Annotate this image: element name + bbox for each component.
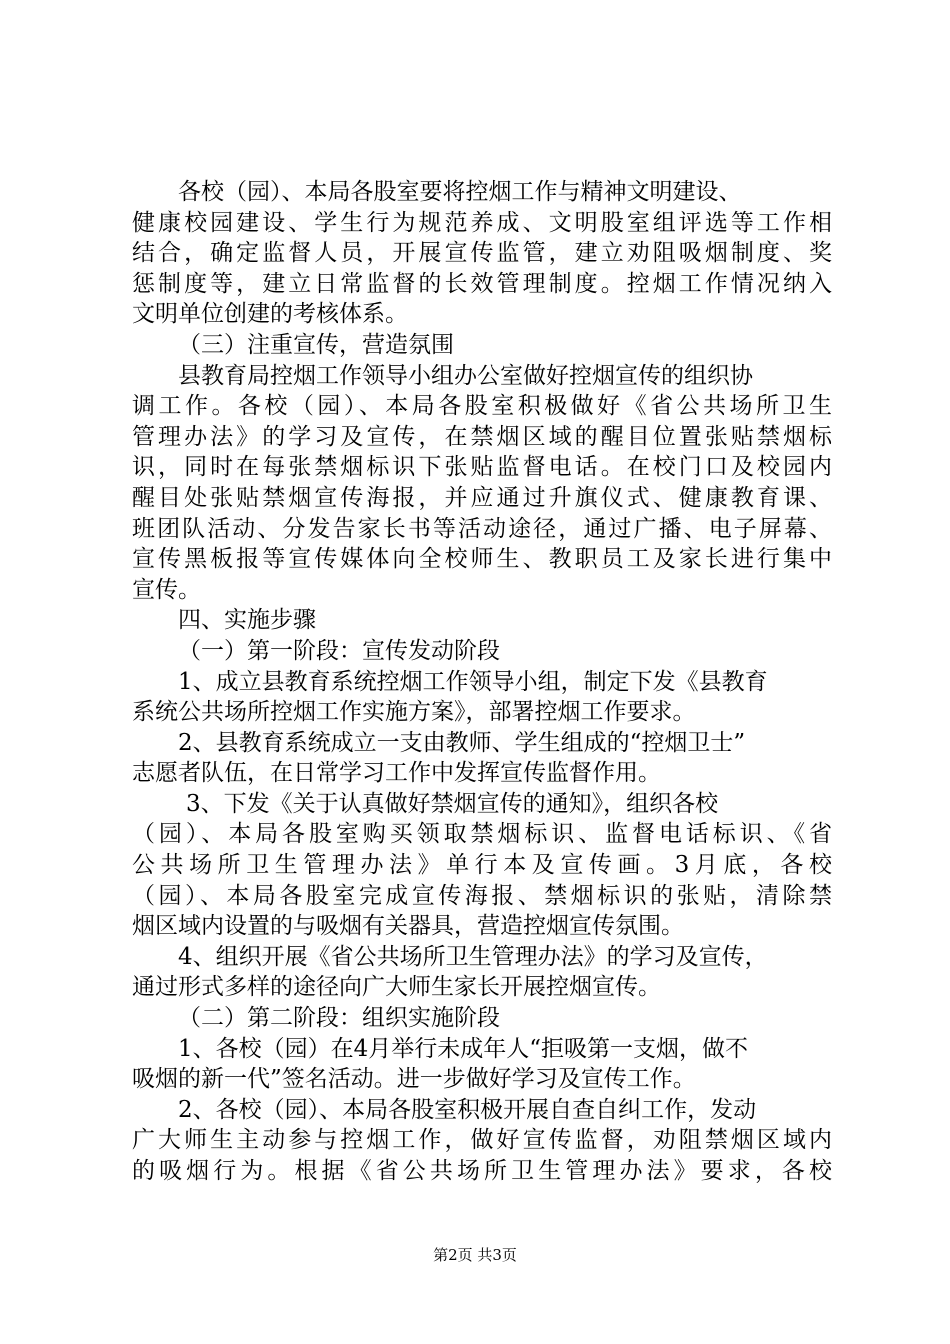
text-line: 醒目处张贴禁烟宣传海报，并应通过升旗仪式、健康教育课、 (132, 484, 832, 511)
text-line: （园）、本局各股室购买领取禁烟标识、监督电话标识、《省 (132, 821, 832, 848)
text-line: 3、下发《关于认真做好禁烟宣传的通知》，组织各校 (186, 790, 719, 817)
subsection-heading: （一）第一阶段：宣传发动阶段 (178, 637, 500, 664)
text-line: 2、各校（园）、本局各股室积极开展自查自纠工作，发动 (178, 1096, 757, 1123)
text-line: 结合，确定监督人员，开展宣传监管，建立劝阻吸烟制度、奖 (132, 240, 832, 267)
text-line: 烟区域内设置的与吸烟有关器具，营造控烟宣传氛围。 (132, 913, 684, 940)
text-line: 1、成立县教育系统控烟工作领导小组，制定下发《县教育 (178, 668, 768, 695)
text-line: 文明单位创建的考核体系。 (132, 301, 408, 328)
text-line: 宣传黑板报等宣传媒体向全校师生、教职员工及家长进行集中 (132, 546, 832, 573)
text-line: 宣传。 (132, 576, 201, 603)
section-heading: 四、实施步骤 (178, 607, 316, 634)
text-line: 识，同时在每张禁烟标识下张贴监督电话。在校门口及校园内 (132, 454, 832, 481)
text-line: 志愿者队伍，在日常学习工作中发挥宣传监督作用。 (132, 760, 661, 787)
text-line: 公共场所卫生管理办法》单行本及宣传画。3月底，各校 (132, 852, 832, 879)
text-line: 吸烟的新一代”签名活动。进一步做好学习及宣传工作。 (132, 1066, 696, 1093)
text-line: 2、县教育系统成立一支由教师、学生组成的“控烟卫士” (178, 729, 746, 756)
text-line: 系统公共场所控烟工作实施方案》，部署控烟工作要求。 (132, 699, 696, 726)
text-line: 4、组织开展《省公共场所卫生管理办法》的学习及宣传， (178, 943, 768, 970)
document-body (132, 177, 832, 1187)
text-line: 班团队活动、分发告家长书等活动途径，通过广播、电子屏幕、 (132, 515, 832, 542)
text-line: 的吸烟行为。根据《省公共场所卫生管理办法》要求，各校 (132, 1158, 832, 1184)
subsection-heading: （二）第二阶段：组织实施阶段 (178, 1005, 500, 1032)
text-line: 通过形式多样的途径向广大师生家长开展控烟宣传。 (132, 974, 661, 1001)
text-line: （园）、本局各股室完成宣传海报、禁烟标识的张贴，清除禁 (132, 882, 832, 909)
text-line: 惩制度等，建立日常监督的长效管理制度。控烟工作情况纳入 (132, 270, 832, 297)
text-line: 调工作。各校（园）、本局各股室积极做好《省公共场所卫生 (132, 393, 832, 420)
text-line: 健康校园建设、学生行为规范养成、文明股室组评选等工作相 (132, 209, 832, 236)
text-line: 管理办法》的学习及宣传，在禁烟区域的醒目位置张贴禁烟标 (132, 423, 832, 450)
section-heading: （三）注重宣传，营造氛围 (178, 331, 454, 358)
text-line: 广大师生主动参与控烟工作，做好宣传监督，劝阻禁烟区域内 (132, 1127, 832, 1154)
text-line: 县教育局控烟工作领导小组办公室做好控烟宣传的组织协 (178, 362, 753, 389)
page-footer: 第2页 共3页 (433, 1246, 517, 1264)
text-line: 1、各校（园）在4月举行未成年人“拒吸第一支烟，做不 (178, 1035, 749, 1062)
text-line: 各校（园）、本局各股室要将控烟工作与精神文明建设、 (178, 179, 742, 205)
